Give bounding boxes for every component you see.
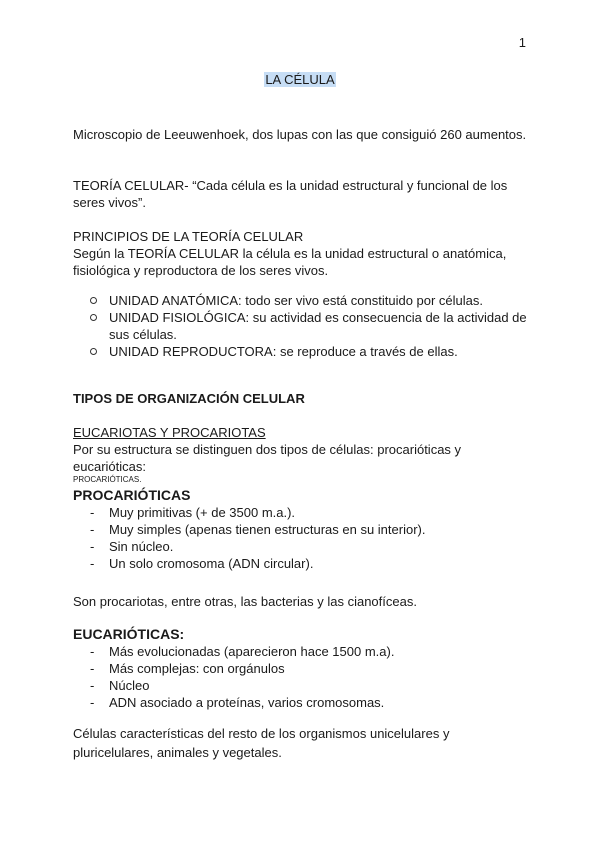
- page-number: 1: [518, 35, 526, 50]
- list-item: - Sin núcleo.: [73, 538, 528, 555]
- page-title: LA CÉLULA: [265, 72, 335, 87]
- procarioticas-list: [73, 504, 528, 572]
- intro-paragraph: Microscopio de Leeuwenhoek, dos lupas con las que consiguió 260 aumentos.: [73, 127, 527, 142]
- euc-proc-text: Por su estructura se distinguen dos tipos de células: procarióticas y eucarióticas:: [73, 442, 462, 474]
- procarioticas-heading: PROCARIÓTICAS: [73, 487, 191, 503]
- procarioticas-section: [73, 487, 528, 572]
- page-title-wrapper: [0, 72, 600, 87]
- list-item: - Muy primitivas (+ de 3500 m.a.).: [73, 504, 528, 521]
- eucarioticas-list: [73, 643, 528, 711]
- principios-section: [73, 228, 528, 279]
- teoria-paragraph: TEORÍA CELULAR- “Cada célula es la unidad estructural y funcional de los seres vivos”.: [73, 178, 508, 210]
- principios-heading: PRINCIPIOS DE LA TEORÍA CELULAR: [73, 229, 304, 244]
- list-item: - Núcleo: [73, 677, 528, 694]
- list-item: - Un solo cromosoma (ADN circular).: [73, 555, 528, 572]
- procarioticas-note: Son procariotas, entre otras, las bacterias y las cianofíceas.: [73, 594, 417, 609]
- list-item: - ADN asociado a proteínas, varios cromosomas.: [73, 694, 528, 711]
- principios-list-wrapper: [73, 292, 528, 360]
- list-item: - Más complejas: con orgánulos: [73, 660, 528, 677]
- list-item: UNIDAD ANATÓMICA: todo ser vivo está constituido por células.: [73, 292, 528, 309]
- principios-list: [73, 292, 528, 360]
- euc-proc-small-label: PROCARIÓTICAS.: [73, 475, 142, 484]
- principios-text: Según la TEORÍA CELULAR la célula es la unidad estructural o anatómica, fisiológica y reproductora de los seres vivos.: [73, 246, 507, 278]
- list-item: - Muy simples (apenas tienen estructuras en su interior).: [73, 521, 528, 538]
- euc-proc-heading: EUCARIOTAS Y PROCARIOTAS: [73, 425, 266, 440]
- tipos-heading: TIPOS DE ORGANIZACIÓN CELULAR: [73, 391, 305, 406]
- eucarioticas-section: [73, 626, 528, 711]
- list-item: UNIDAD FISIOLÓGICA: su actividad es consecuencia de la actividad de sus células.: [73, 309, 528, 343]
- list-item: UNIDAD REPRODUCTORA: se reproduce a través de ellas.: [73, 343, 528, 360]
- eucarioticas-note: Células características del resto de los organismos unicelulares y pluricelulares, animales y vegetales.: [73, 726, 450, 760]
- euc-proc-section: [73, 424, 528, 485]
- eucarioticas-heading: EUCARIÓTICAS:: [73, 626, 185, 642]
- list-item: - Más evolucionadas (aparecieron hace 1500 m.a).: [73, 643, 528, 660]
